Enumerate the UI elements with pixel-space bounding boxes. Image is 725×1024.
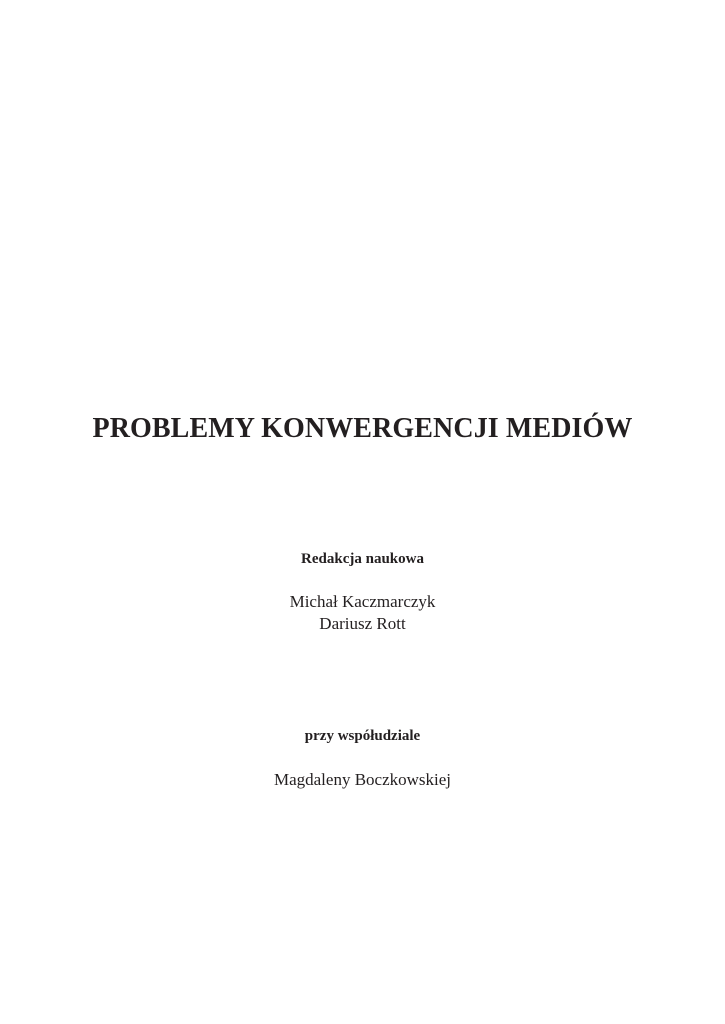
book-title: PROBLEMY KONWERGENCJI MEDIÓW (92, 413, 633, 444)
collaborator-name: Magdaleny Boczkowskiej (273, 770, 452, 789)
editors-heading: Redakcja naukowa (301, 551, 424, 567)
collaboration-heading: przy współudziale (304, 728, 421, 744)
editor-name: Michał Kaczmarczyk (289, 592, 436, 611)
editor-name: Dariusz Rott (319, 614, 406, 633)
